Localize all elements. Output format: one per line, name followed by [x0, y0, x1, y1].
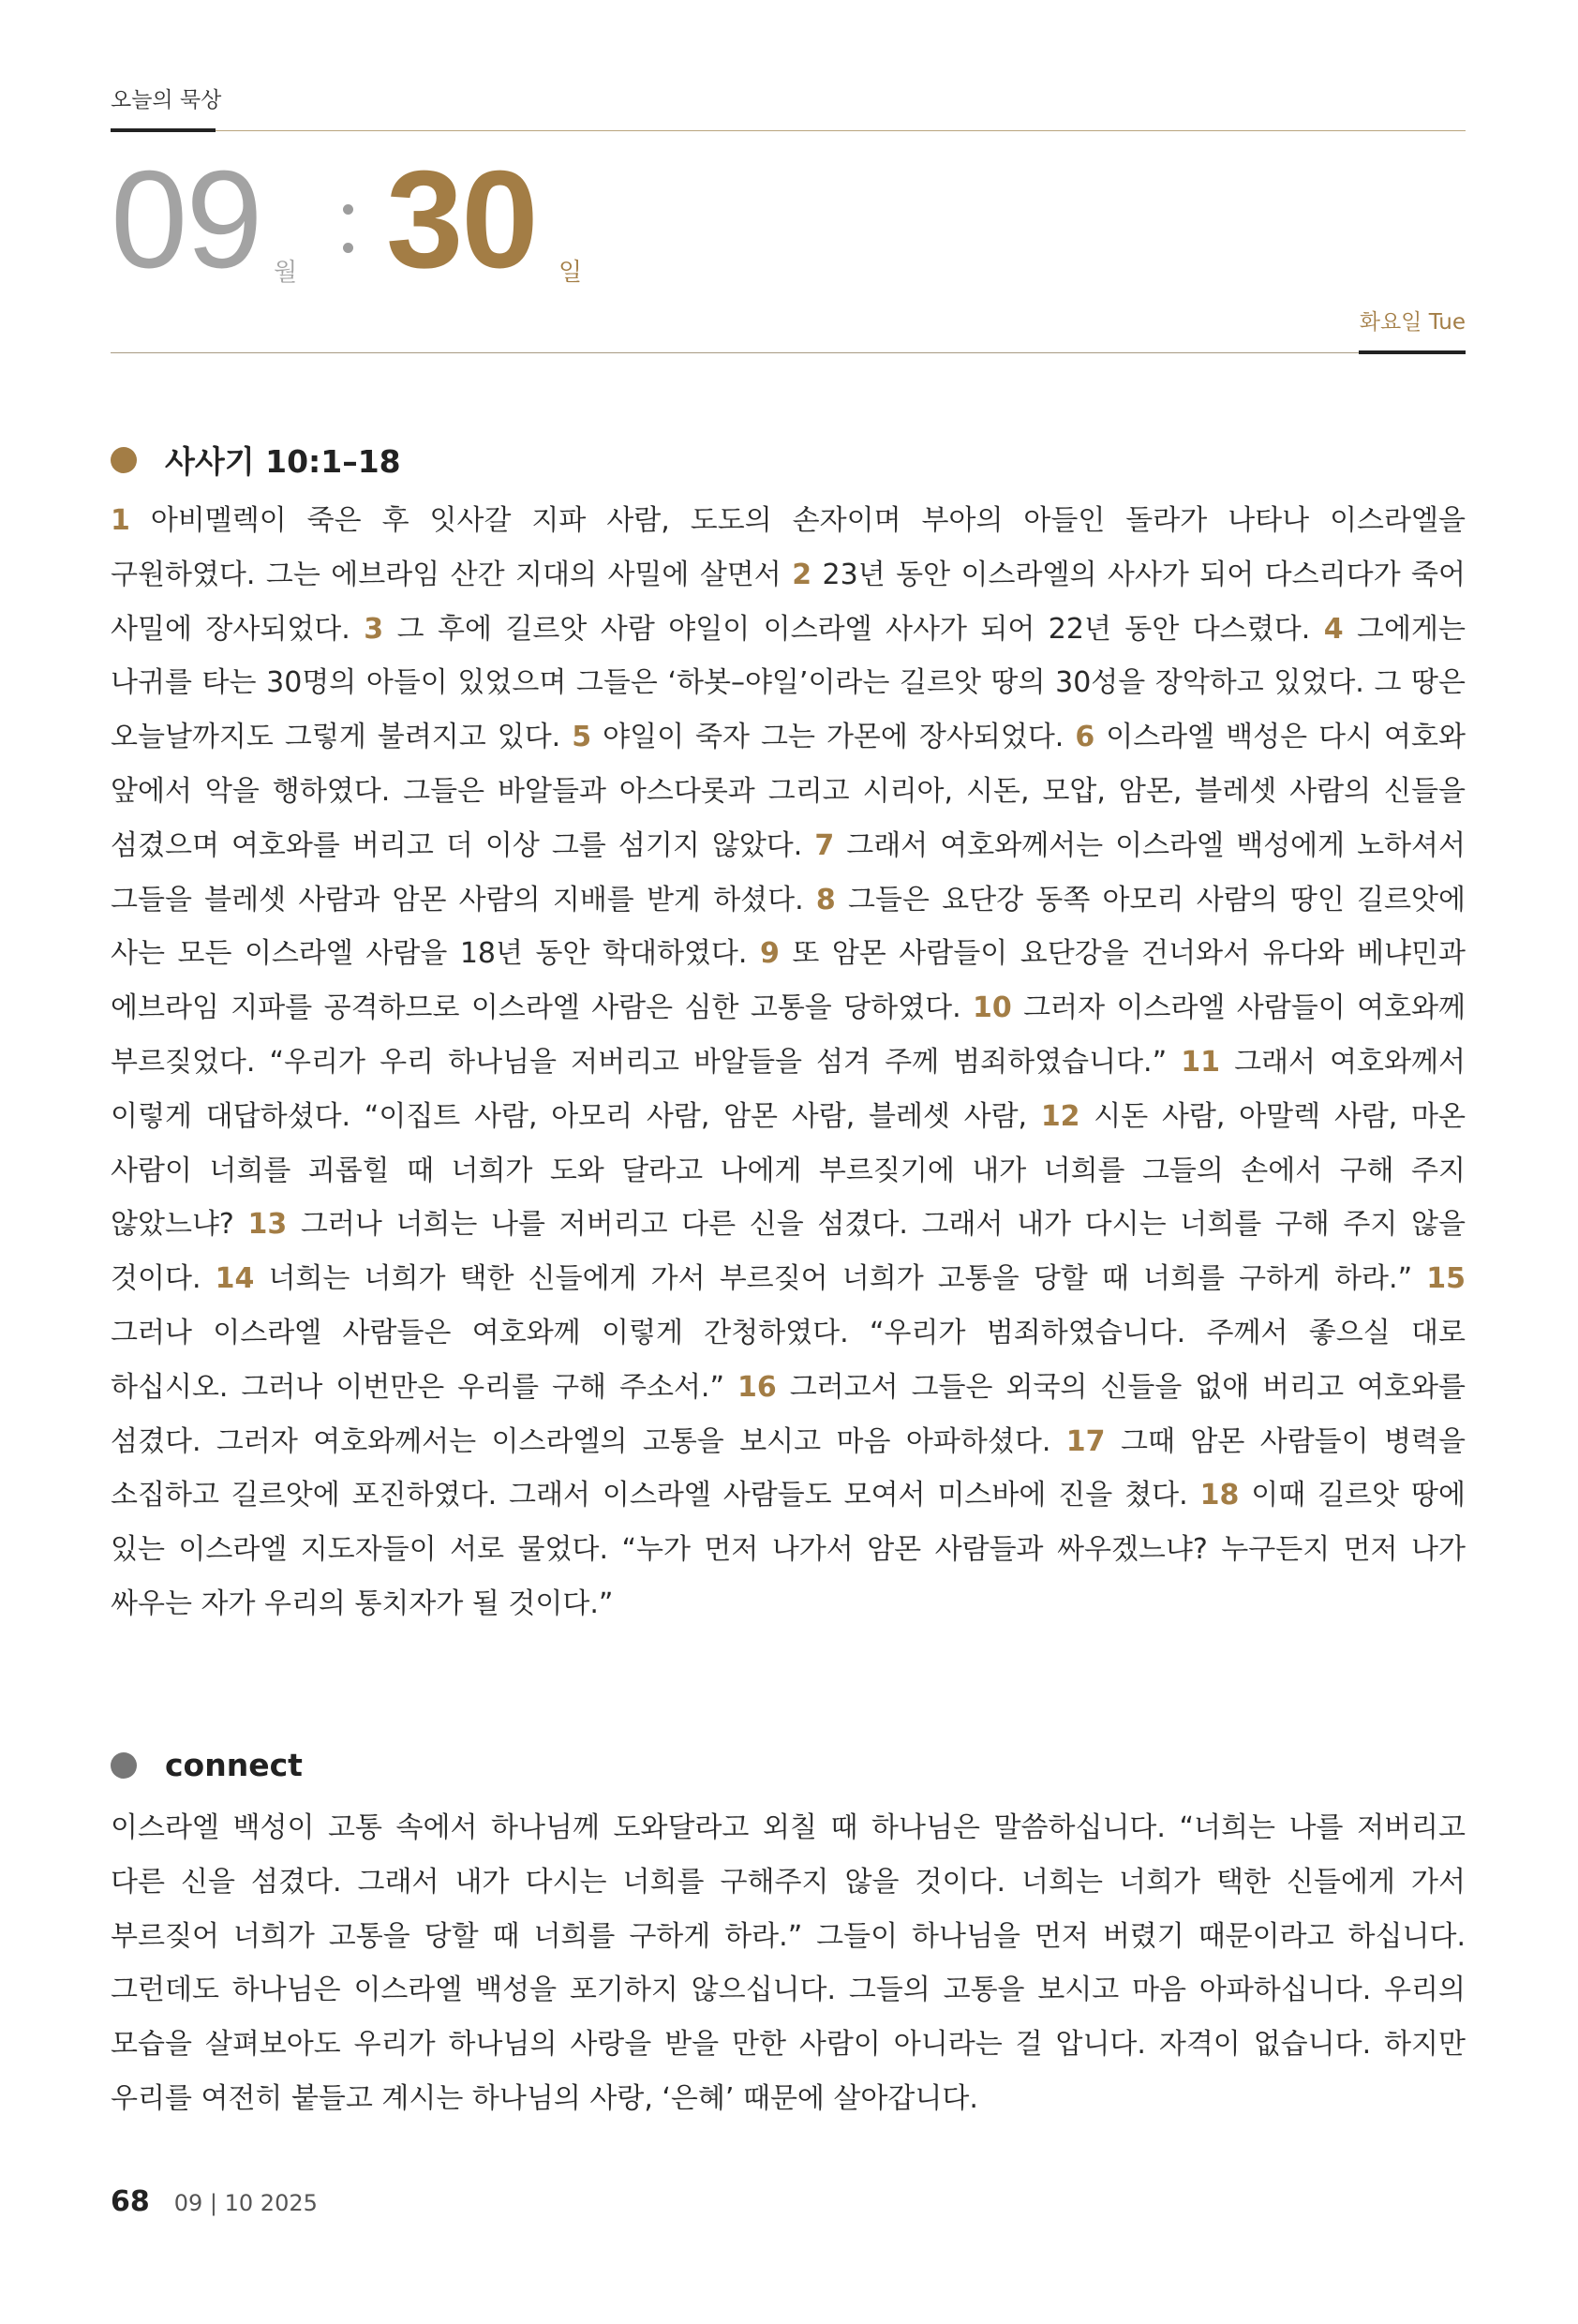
connect-title: connect [165, 1747, 303, 1783]
verse-text: 그들은 요단강 동쪽 아모리 사람의 땅인 길르앗에 사는 모든 이스라엘 사람을 18년 동안 학대하였다. [111, 883, 1466, 971]
connect-heading [111, 1747, 303, 1783]
date-day: 30 [386, 142, 537, 297]
verse-number: 8 [815, 883, 836, 916]
verse-text: 그러나 너희는 나를 저버리고 다른 신을 섬겼다. 그래서 내가 다시는 너희를 구해 주지 않을 것이다. [111, 1208, 1466, 1296]
verse-text: 이때 길르앗 땅에 있는 이스라엘 지도자들이 서로 물었다. “누가 먼저 나가서 암몬 사람들과 싸우겠느냐? 누구든지 먼저 나가 싸우는 자가 우리의 통치자가 될 것이다.” [111, 1479, 1466, 1620]
verse-number: 18 [1199, 1479, 1240, 1512]
date-month: 09 [111, 142, 261, 297]
scripture-title: 사사기 10:1–18 [165, 443, 401, 480]
verse-number: 16 [737, 1370, 777, 1404]
verse-number: 14 [215, 1262, 255, 1296]
date-colon-bottom [343, 243, 353, 253]
verse-text: 그래서 여호와께서는 이스라엘 백성에게 노하셔서 그들을 블레셋 사람과 암몬 사람의 지배를 받게 하셨다. [111, 828, 1466, 916]
verse-number: 11 [1181, 1045, 1220, 1079]
scripture-heading [111, 438, 401, 482]
verse-text: 그래서 여호와께서 이렇게 대답하셨다. “이집트 사람, 아모리 사람, 암몬 사람, 블레셋 사람, [111, 1045, 1466, 1133]
section-label: 오늘의 묵상 [111, 88, 222, 112]
verse-text: 시돈 사람, 아말렉 사람, 마온 사람이 너희를 괴롭힐 때 너희가 도와 달라고 나에게 부르짖기에 내가 너희를 그들의 손에서 구해 주지 않았느냐? [111, 1099, 1466, 1242]
weekday-accent [1359, 350, 1466, 354]
scripture-text [111, 494, 1466, 1631]
scripture-bullet-icon [111, 447, 137, 473]
verse-number: 7 [814, 828, 835, 862]
header-rule-accent [111, 128, 216, 132]
verse-text: 23년 동안 이스라엘의 사사가 되어 다스리다가 죽어 사밀에 장사되었다. [111, 558, 1466, 646]
verse-text: 너희는 너희가 택한 신들에게 가서 부르짖어 너희가 고통을 당할 때 너희를 구하게 하라.” [268, 1262, 1413, 1296]
connect-bullet-icon [111, 1752, 137, 1779]
folio [111, 2185, 318, 2218]
verse-number: 17 [1065, 1424, 1106, 1458]
verse-text: 그러고서 그들은 외국의 신들을 없애 버리고 여호와를 섬겼다. 그러자 여호와께서는 이스라엘의 고통을 보시고 마음 아파하셨다. [111, 1370, 1466, 1458]
connect-text: 이스라엘 백성이 고통 속에서 하나님께 도와달라고 외칠 때 하나님은 말씀하십니다. “너희는 나를 저버리고 다른 신을 섬겼다. 그래서 내가 다시는 너희를 구해주지 않을 것이다. 너희는 너희가 택한 신들에게 가서 부르짖어 너희가 고통을 당할 때 너희를 구하게 하라.” 그들이 하나님을 먼저 버렸기 때문이라고 하십니다. 그런데도 하나님은 이스라엘 백성을 포기하지 않으십니다. 그들의 고통을 보시고 마음 아파하십니다. 우리의 모습을 살펴보아도 우리가 하나님의 사랑을 받을 만한 사람이 아니라는 걸 압니다. 자격이 없습니다. 하지만 우리를 여전히 붙들고 계시는 하나님의 사랑, ‘은혜’ 때문에 살아갑니다. [111, 1811, 1466, 2115]
verse-text: 야일이 죽자 그는 가몬에 장사되었다. [603, 721, 1064, 754]
header-rule [111, 130, 1466, 131]
month-unit: 월 [274, 259, 298, 287]
verse-number: 4 [1323, 612, 1344, 646]
verse-number: 15 [1426, 1262, 1466, 1296]
day-unit: 일 [558, 259, 583, 287]
verse-number: 6 [1075, 721, 1095, 754]
date-rule [111, 352, 1466, 353]
verse-text: 이스라엘 백성은 다시 여호와 앞에서 악을 행하였다. 그들은 바알들과 아스다롯과 그리고 시리아, 시돈, 모압, 암몬, 블레셋 사람의 신들을 섬겼으며 여호와를 버리고 더 이상 그를 섬기지 않았다. [111, 721, 1466, 862]
page-number: 68 [111, 2185, 150, 2218]
verse-number: 13 [247, 1208, 288, 1242]
verse-number: 9 [759, 937, 780, 971]
verse-number: 3 [364, 612, 384, 646]
verse-number: 10 [973, 991, 1012, 1025]
verse-text: 또 암몬 사람들이 요단강을 건너와서 유다와 베냐민과 에브라임 지파를 공격하므로 이스라엘 사람은 심한 고통을 당하였다. [111, 937, 1466, 1025]
verse-text: 그러나 이스라엘 사람들은 여호와께 이렇게 간청하였다. “우리가 범죄하였습니다. 주께서 좋으실 대로 하십시오. 그러나 이번만은 우리를 구해 주소서.” [111, 1316, 1466, 1404]
verse-text: 그 후에 길르앗 사람 야일이 이스라엘 사사가 되어 22년 동안 다스렸다. [396, 612, 1311, 646]
issue-date: 09 | 10 2025 [173, 2190, 318, 2216]
verse-text: 그러자 이스라엘 사람들이 여호와께 부르짖었다. “우리가 우리 하나님을 저버리고 바알들을 섬겨 주께 범죄하였습니다.” [111, 991, 1466, 1079]
weekday: 화요일 Tue [1359, 310, 1466, 335]
verse-number: 12 [1040, 1099, 1080, 1133]
verse-number: 5 [572, 721, 592, 754]
verse-text: 아비멜렉이 죽은 후 잇사갈 지파 사람, 도도의 손자이며 부아의 아들인 돌라가 나타나 이스라엘을 구원하였다. 그는 에브라임 산간 지대의 사밀에 살면서 [111, 504, 1466, 591]
verse-number: 1 [111, 504, 130, 537]
verse-number: 2 [792, 558, 812, 591]
verse-text: 그때 암몬 사람들이 병력을 소집하고 길르앗에 포진하였다. 그래서 이스라엘 사람들도 모여서 미스바에 진을 쳤다. [111, 1424, 1466, 1512]
date-colon-top [343, 204, 353, 215]
verse-text: 그에게는 나귀를 타는 30명의 아들이 있었으며 그들은 ‘하봇–야일’이라는 길르앗 땅의 30성을 장악하고 있었다. 그 땅은 오늘날까지도 그렇게 불려지고 있다. [111, 612, 1466, 754]
